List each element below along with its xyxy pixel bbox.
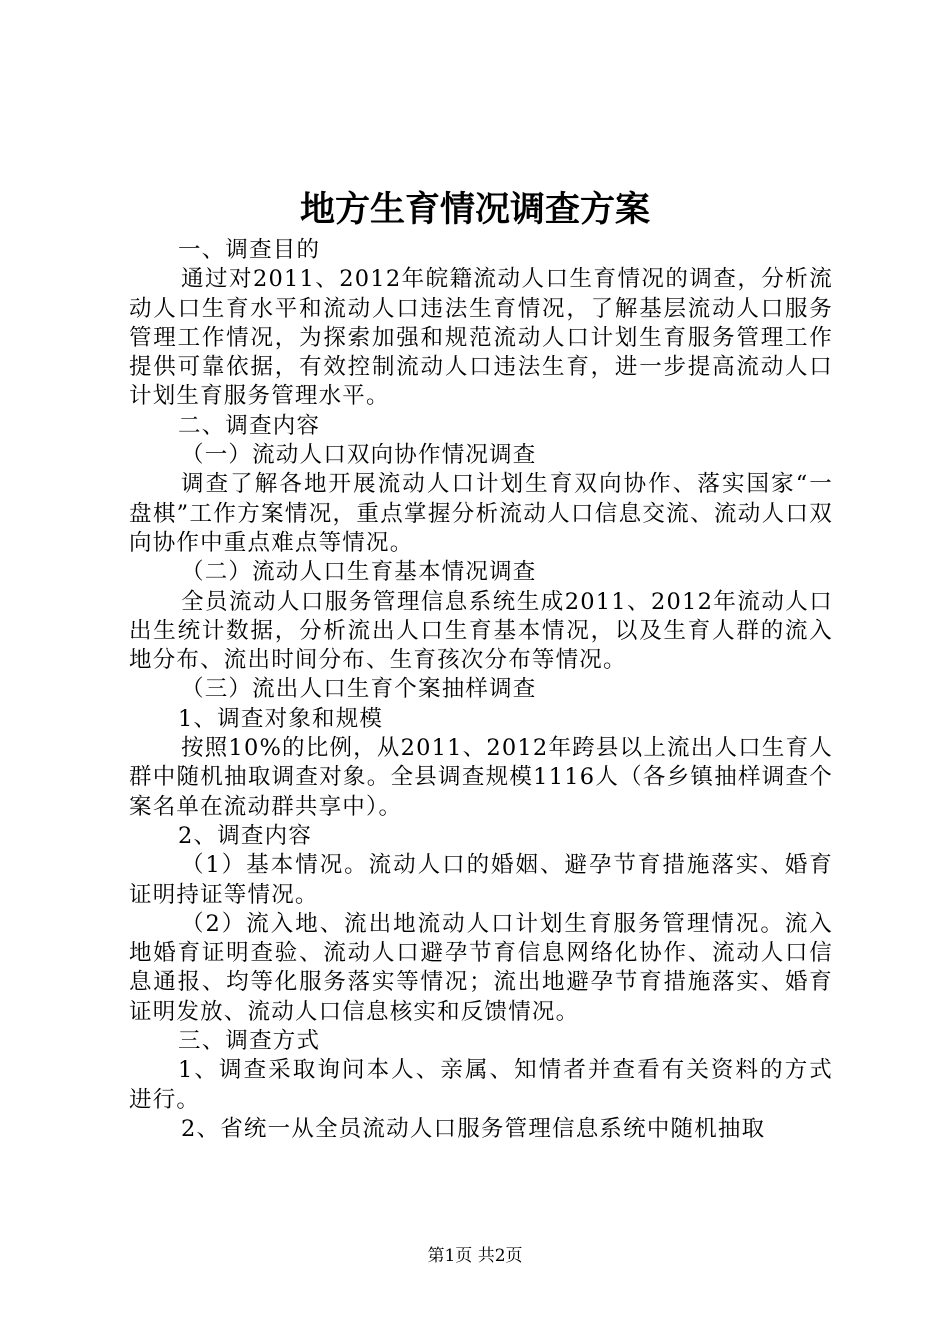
item-heading-scope: 1、调查对象和规模	[178, 705, 384, 732]
paragraph-method-2: 2、省统一从全员流动人口服务管理信息系统中随机抽取	[181, 1115, 766, 1142]
document-title: 地方生育情况调查方案	[299, 189, 650, 230]
subsection-heading-2: （二）流动人口生育基本情况调查	[181, 559, 537, 586]
paragraph-management: （2）流入地、流出地流动人口计划生育服务管理情况。流入地婚育证明查验、流动人口避孕节育信息网络化协作、流动人口信息通报、均等化服务落实等情况；流出地避孕节育措施落实、婚育证明发放、流动人口信息核实和反馈情况。	[129, 910, 833, 1025]
subsection-heading-1: （一）流动人口双向协作情况调查	[181, 442, 537, 469]
paragraph-method-1: 1、调查采取询问本人、亲属、知情者并查看有关资料的方式进行。	[129, 1057, 833, 1113]
paragraph-basic-info: （1）基本情况。流动人口的婚姻、避孕节育措施落实、婚育证明持证等情况。	[129, 852, 833, 908]
paragraph-cooperation: 调查了解各地开展流动人口计划生育双向协作、落实国家“一盘棋”工作方案情况，重点掌握分析流动人口信息交流、流动人口双向协作中重点难点等情况。	[129, 471, 833, 556]
document-body	[129, 236, 833, 1144]
paragraph-scope: 按照10%的比例，从2011、2012年跨县以上流出人口生育人群中随机抽取调查对象。全县调查规模1116人（各乡镇抽样调查个案名单在流动群共享中）。	[129, 735, 833, 820]
subsection-heading-3: （三）流出人口生育个案抽样调查	[181, 676, 537, 703]
section-heading-content: 二、调查内容	[178, 412, 321, 439]
section-heading-purpose: 一、调查目的	[178, 237, 321, 263]
section-heading-method: 三、调查方式	[178, 1028, 321, 1055]
page-footer: 第1页 共2页	[427, 1246, 523, 1266]
item-heading-content: 2、调查内容	[178, 822, 313, 849]
paragraph-basic-situation: 全员流动人口服务管理信息系统生成2011、2012年流动人口出生统计数据，分析流出人口生育基本情况，以及生育人群的流入地分布、流出时间分布、生育孩次分布等情况。	[129, 588, 833, 674]
paragraph-purpose: 通过对2011、2012年皖籍流动人口生育情况的调查，分析流动人口生育水平和流动人口违法生育情况，了解基层流动人口服务管理工作情况，为探索加强和规范流动人口计划生育服务管理工作提供可靠依据，有效控制流动人口违法生育，进一步提高流动人口计划生育服务管理水平。	[129, 266, 833, 410]
